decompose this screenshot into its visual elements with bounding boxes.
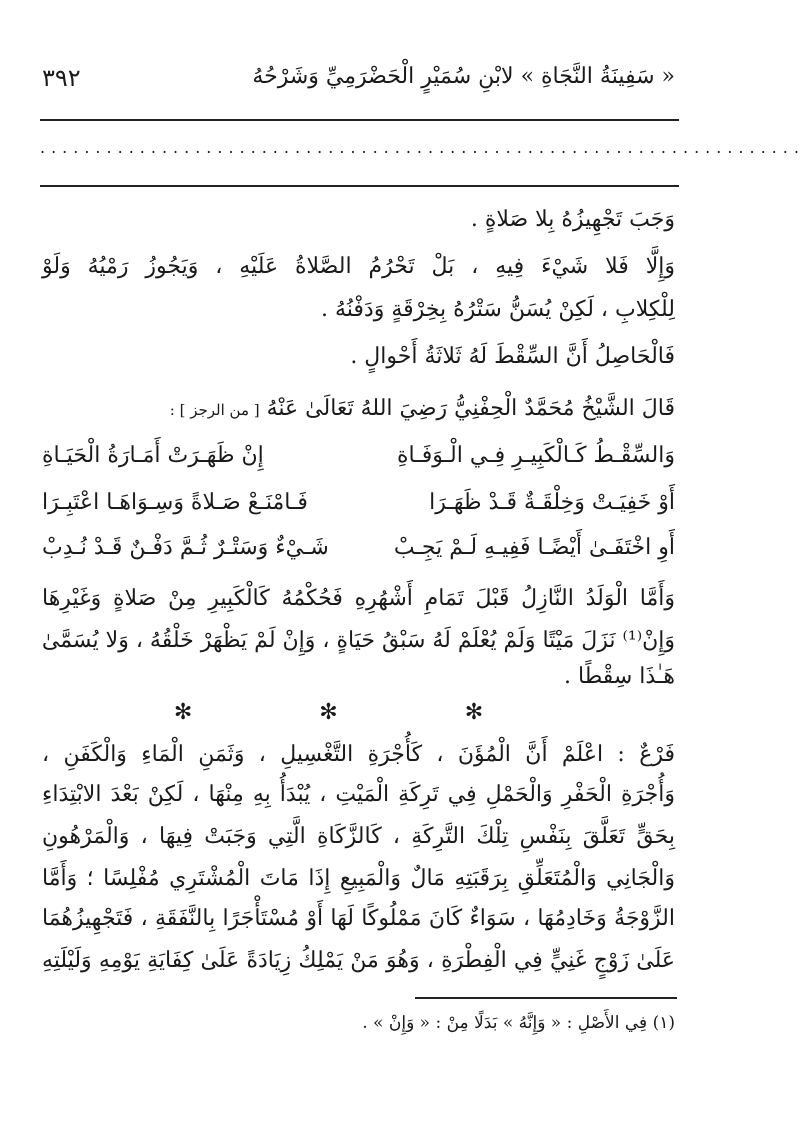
verse-row: [42, 535, 675, 575]
body-line: فَالْحَاصِلُ أَنَّ السِّقْطَ لَهُ ثَلاثَةُ أَحْوالٍ .: [350, 344, 675, 369]
body-line: الزَّوْجَةُ وَخَادِمُهَا ، سَوَاءٌ كَانَ مَمْلُوكًا لَهَا أَوْ مُسْتَأْجَرًا بِالنَّفَقَةِ ، فَتَجْهِيزُهُمَا: [42, 906, 675, 931]
verse-hemistich-right: وَالسِّقْـطُ كَـالْكَبِيـرِ فِـي الْـوَفَـاةِ: [397, 443, 675, 468]
body-line: وَإِلَّا فَلا شَيْءَ فِيهِ ، بَلْ تَحْرُمُ الصَّلاةُ عَلَيْهِ ، وَيَجُوزُ رَمْيُهُ وَلَوْ: [42, 254, 675, 279]
section-rule: [40, 185, 679, 187]
meter-note: [ من الرجز ] :: [169, 401, 260, 419]
body-line: هَـٰذَا سِقْطًا .: [564, 664, 675, 689]
body-line: وَإِنْ⁽¹⁾ نَزَلَ مَيْتًا وَلَمْ يُعْلَمْ لَهُ سَبْقُ حَيَاةٍ ، وَإِنْ لَمْ يَظْهَرْ خَلْقُهُ ، وَلا يُسَمَّىٰ: [41, 628, 675, 653]
header-rule: [40, 119, 679, 121]
verse-row: [42, 443, 675, 483]
verse-row: [42, 490, 675, 530]
body-line: عَلَىٰ زَوْجٍ غَنِيٍّ فِي الْفِطْرَةِ ، وَهُوَ مَنْ يَمْلِكُ زِيَادَةً عَلَىٰ كِفَايَةِ يَوْمِهِ وَلَيْلَتِهِ: [42, 948, 675, 973]
poem-intro: [42, 392, 675, 427]
omission-dots: .....................................................................: [40, 138, 805, 157]
footnote-rule: [415, 997, 677, 999]
body-line: لِلْكِلابِ ، لَكِنْ يُسَنُّ سَتْرُهُ بِخِرْقَةٍ وَدَفْنُهُ .: [321, 297, 675, 322]
body-line: بِحَقٍّ تَعَلَّقَ بِنَفْسِ تِلْكَ التَّرِكَةِ ، كَالزَّكَاةِ الَّتِي وَجَبَتْ فِيهَا ، وَالْمَرْهُونِ: [42, 824, 675, 849]
verse-hemistich-left: شَـيْءٌ وَسَتْـرٌ ثُـمَّ دَفْـنٌ قَـدْ نُـدِبْ: [42, 535, 329, 560]
poem-intro-text: قَالَ الشَّيْخُ مُحَمَّدٌ الْحِفْنِيُّ رَضِيَ اللهُ تَعَالَىٰ عَنْهُ: [266, 396, 675, 421]
page-number: ٣٩٢: [42, 64, 81, 92]
body-line: وَأُجْرَةِ الْحَفْرِ وَالْحَمْلِ فِي تَرِكَةِ الْمَيْتِ ، يُبْدَأُ بِهِ مِنْهَا ، لَكِنْ بَعْدَ الابْتِدَاءِ: [42, 782, 675, 807]
body-line: فَرْعٌ : اعْلَمْ أَنَّ الْمُؤَنَ ، كَأُجْرَةِ التَّغْسِيلِ ، وَثَمَنِ الْمَاءِ وَالْكَفَنِ ،: [42, 742, 675, 767]
page-header: [42, 58, 675, 108]
body-line: وَجَبَ تَجْهِيزُهُ بِلا صَلاةٍ .: [470, 207, 675, 232]
section-stars: ✻ ✻ ✻: [173, 700, 544, 725]
running-title: « سَفِينَةُ النَّجَاةِ » لابْنِ سُمَيْرٍ الْحَضْرَمِيِّ وَشَرْحُهُ: [252, 64, 675, 89]
verse-hemistich-right: أَوْ خَفِيَـتْ وَخِلْقَـةٌ قَـدْ ظَهَـرَا: [429, 490, 675, 515]
body-line: وَأَمَّا الْوَلَدُ النَّازِلُ قَبْلَ تَمَامِ أَشْهُرِهِ فَحُكْمُهُ كَالْكَبِيرِ مِنْ صَلاةٍ وَغَيْرِهَا: [42, 586, 675, 611]
footnote: (١) فِي الأَصْلِ : « وَإِنَّهُ » بَدَلًا مِنْ : « وَإِنْ » .: [362, 1013, 675, 1033]
verse-hemistich-left: فَـامْنَـعْ صَـلاةً وَسِـوَاهَـا اعْتَبِـرَا: [42, 490, 308, 515]
verse-hemistich-left: إِنْ ظَهَـرَتْ أَمَـارَةُ الْحَيَـاةِ: [42, 443, 264, 468]
body-line: وَالْجَانِي وَالْمُتَعَلِّقِ بِرَقَبَتِهِ مَالٌ وَالْمَبِيعِ إِذَا مَاتَ الْمُشْتَرِي مُفْلِسًا ؛ وَأَمَّا: [42, 866, 675, 891]
verse-hemistich-right: أَوِ اخْتَفَـىٰ أَيْضًـا فَفِيـهِ لَـمْ يَجِـبْ: [393, 535, 675, 560]
